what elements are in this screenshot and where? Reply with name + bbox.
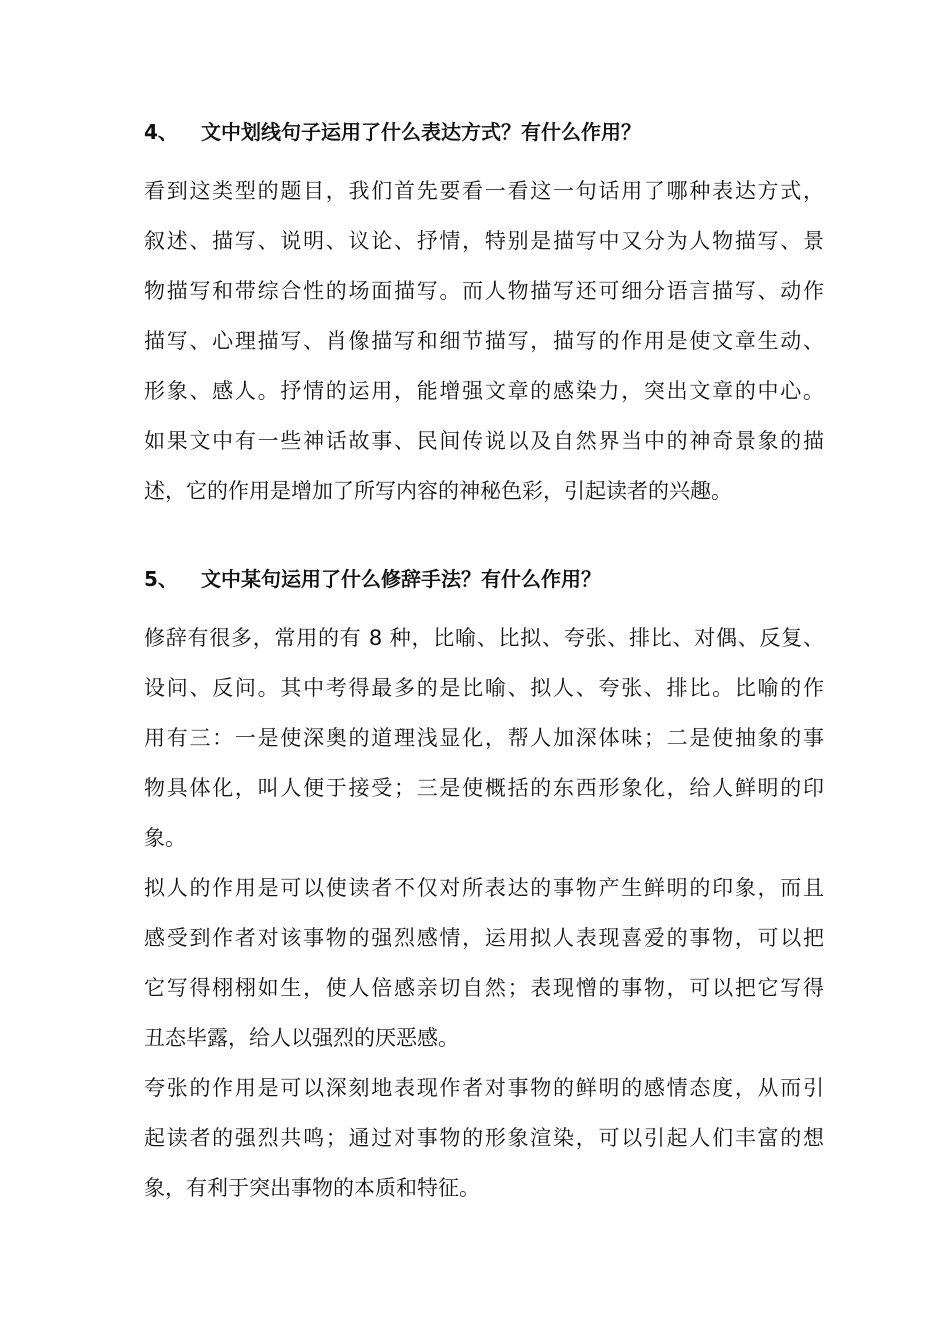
section-5-body [144, 613, 824, 1213]
text-line: 修辞有很多，常用的有 8 种，比喻、比拟、夸张、排比、对偶、反复、 [144, 626, 824, 650]
section-4-body [144, 166, 824, 516]
text-line: 它写得栩栩如生，使人倍感亲切自然；表现憎的事物，可以把它写得 [144, 976, 824, 1000]
section-4-heading [144, 116, 824, 148]
text-line: 看到这类型的题目，我们首先要看一看这一句话用了哪种表达方式， [144, 179, 824, 203]
text-line: 如果文中有一些神话故事、民间传说以及自然界当中的神奇景象的描 [144, 429, 824, 453]
section-4-number: 4、 [144, 120, 178, 144]
text-line: 夸张的作用是可以深刻地表现作者对事物的鲜明的感情态度，从而引 [144, 1076, 824, 1100]
section-4-question: 文中划线句子运用了什么表达方式？有什么作用？ [201, 120, 641, 144]
text-line: 述，它的作用是增加了所写内容的神秘色彩，引起读者的兴趣。 [144, 479, 732, 503]
section-4 [144, 116, 824, 516]
text-line: 象。 [144, 826, 186, 850]
text-line: 物描写和带综合性的场面描写。而人物描写还可细分语言描写、动作 [144, 279, 824, 303]
text-line: 拟人的作用是可以使读者不仅对所表达的事物产生鲜明的印象，而且 [144, 876, 824, 900]
text-line: 起读者的强烈共鸣；通过对事物的形象渲染，可以引起人们丰富的想 [144, 1126, 824, 1150]
text-line: 用有三：一是使深奥的道理浅显化，帮人加深体味；二是使抽象的事 [144, 726, 824, 750]
section-5-heading [144, 563, 824, 595]
section-5-question: 文中某句运用了什么修辞手法？有什么作用？ [201, 567, 601, 591]
text-line: 丑态毕露，给人以强烈的厌恶感。 [144, 1026, 459, 1050]
text-line: 象，有利于突出事物的本质和特征。 [144, 1176, 480, 1200]
section-5 [144, 563, 824, 1213]
section-5-number: 5、 [144, 567, 178, 591]
text-line: 感受到作者对该事物的强烈感情，运用拟人表现喜爱的事物，可以把 [144, 926, 824, 950]
text-line: 设问、反问。其中考得最多的是比喻、拟人、夸张、排比。比喻的作 [144, 676, 824, 700]
text-line: 叙述、描写、说明、议论、抒情，特别是描写中又分为人物描写、景 [144, 229, 824, 253]
text-line: 物具体化，叫人便于接受；三是使概括的东西形象化，给人鲜明的印 [144, 776, 824, 800]
text-line: 形象、感人。抒情的运用，能增强文章的感染力，突出文章的中心。 [144, 379, 824, 403]
text-line: 描写、心理描写、肖像描写和细节描写，描写的作用是使文章生动、 [144, 329, 824, 353]
